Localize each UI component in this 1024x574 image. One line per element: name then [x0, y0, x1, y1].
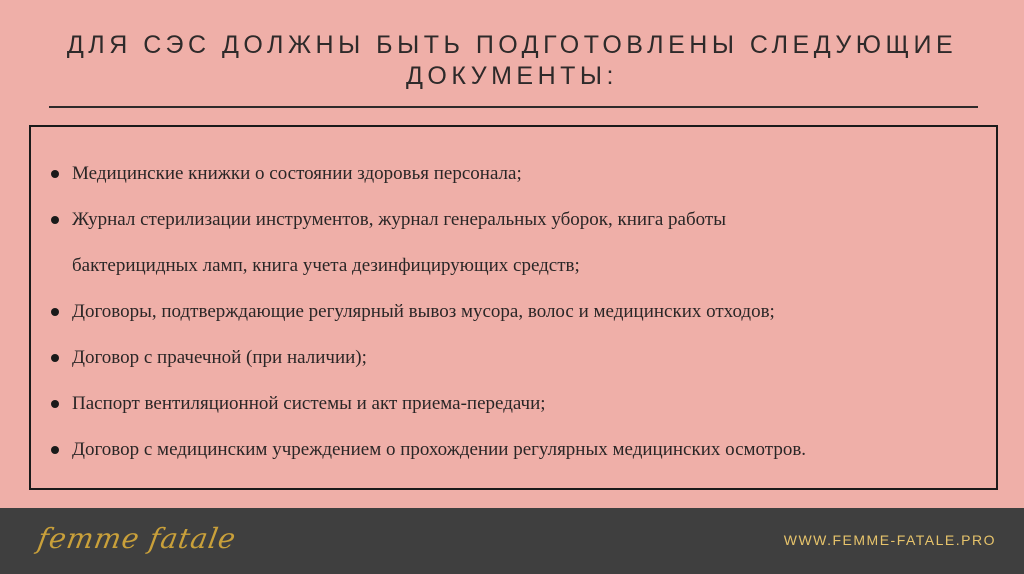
bullet-icon [51, 216, 59, 224]
list-item [49, 427, 979, 473]
list-item-text: Медицинские книжки о состоянии здоровья персонала; [72, 163, 522, 184]
brand-logo: femme fatale [35, 522, 239, 555]
page-title [30, 30, 994, 92]
list-item [49, 289, 979, 335]
bullet-icon [51, 170, 59, 178]
list-item-text-continued: бактерицидных ламп, книга учета дезинфицирующих средств; [72, 255, 580, 276]
title-divider [49, 106, 978, 108]
footer-bar [0, 508, 1024, 574]
list-item-text: Договор с прачечной (при наличии); [72, 347, 367, 368]
list-item-text: Паспорт вентиляционной системы и акт приема-передачи; [72, 393, 546, 414]
bullet-icon [51, 308, 59, 316]
list-item [49, 335, 979, 381]
list-item [49, 197, 979, 289]
bullet-icon [51, 354, 59, 362]
page-title-line-2: ДОКУМЕНТЫ: [405, 62, 618, 90]
document-list [49, 151, 979, 473]
list-item-text: Договор с медицинским учреждением о прохождении регулярных медицинских осмотров. [72, 439, 807, 460]
website-link[interactable]: WWW.FEMME-FATALE.PRO [783, 532, 996, 548]
list-item [49, 151, 979, 197]
page-title-line-1: ДЛЯ СЭС ДОЛЖНЫ БЫТЬ ПОДГОТОВЛЕНЫ СЛЕДУЮЩИЕ [66, 31, 958, 59]
list-item [49, 381, 979, 427]
list-item-text: Договоры, подтверждающие регулярный вывоз мусора, волос и медицинских отходов; [72, 301, 775, 322]
list-item-text: Журнал стерилизации инструментов, журнал генеральных уборок, книга работы [72, 209, 726, 230]
bullet-icon [51, 446, 59, 454]
bullet-icon [51, 400, 59, 408]
document-list-box [29, 125, 998, 490]
